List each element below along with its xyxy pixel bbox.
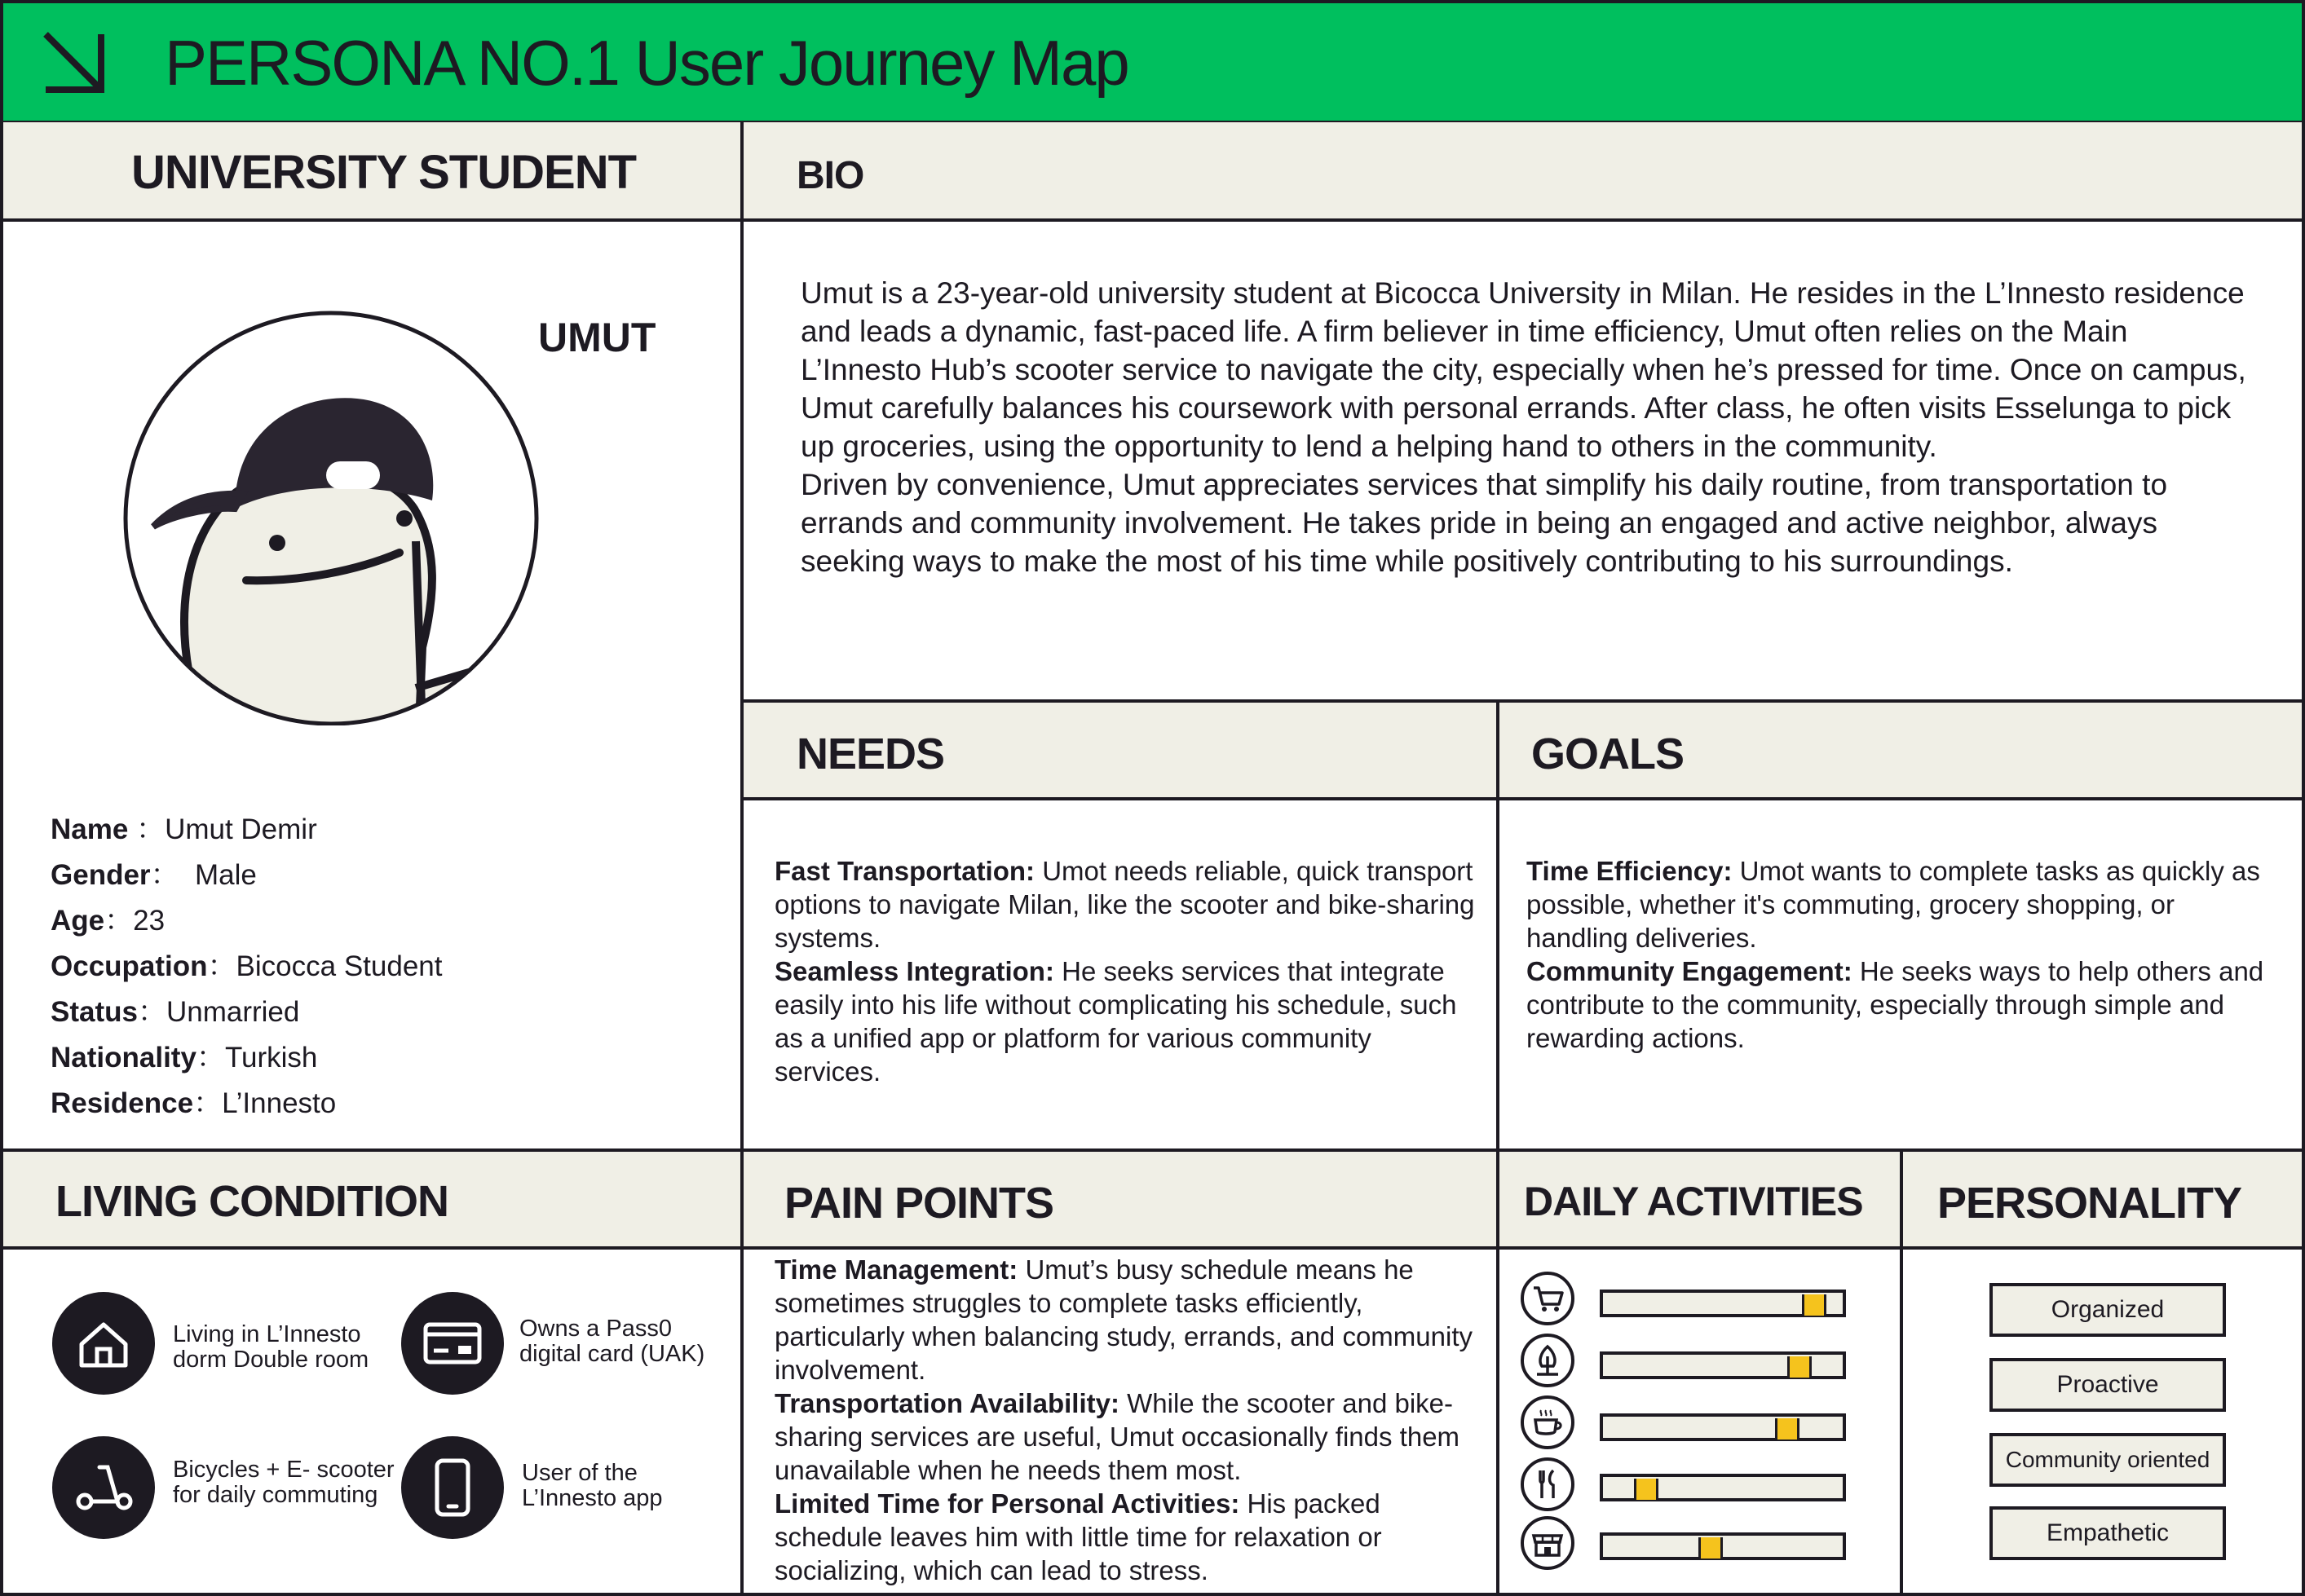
activity-level-marker bbox=[1787, 1356, 1812, 1378]
column-divider bbox=[740, 122, 744, 1596]
personality-heading: PERSONALITY bbox=[1937, 1179, 2242, 1228]
fact-occupation: Occupation：Bicocca Student bbox=[51, 950, 443, 982]
coffee-cup-icon bbox=[1521, 1395, 1574, 1449]
pain-point-item: Transportation Availability: While the scooter and bike-sharing services are useful, Umut occasionally finds them unavailable when he needs them most. bbox=[775, 1388, 1460, 1485]
house-icon bbox=[52, 1292, 155, 1395]
goals-header bbox=[1499, 703, 2302, 800]
storefront-icon bbox=[1521, 1516, 1574, 1570]
pain-points-header bbox=[744, 1152, 1496, 1250]
persona-facts bbox=[51, 807, 442, 1126]
activity-level-bar bbox=[1600, 1351, 1846, 1379]
daily-activities-header bbox=[1499, 1152, 1900, 1250]
trait-tag: Proactive bbox=[1989, 1358, 2226, 1412]
activity-level-bar bbox=[1600, 1413, 1846, 1441]
living-condition-label: Bicycles + E- scooter for daily commuting bbox=[173, 1457, 395, 1508]
living-condition-heading: LIVING CONDITION bbox=[55, 1177, 448, 1226]
bio-paragraph: Driven by convenience, Umut appreciates services that simplify his daily routine, from transportation to errands and community involvement. He takes pride in being an engaged and active neighbor, always seeking ways to make the most of his time while positively contributing to his surroundings. bbox=[801, 468, 2168, 578]
trait-tag: Empathetic bbox=[1989, 1506, 2226, 1560]
fact-nationality: Nationality：Turkish bbox=[51, 1042, 318, 1074]
shopping-cart-icon bbox=[1521, 1272, 1574, 1325]
tree-icon bbox=[1521, 1334, 1574, 1387]
pain-point-item: Time Management: Umut’s busy schedule means he sometimes struggles to complete tasks efficiently, particularly when balancing study, errands, and community involvement. bbox=[775, 1254, 1473, 1385]
need-item: Seamless Integration: He seeks services that integrate easily into his life without complicating his schedule, such as a unified app or platform for various community services. bbox=[775, 956, 1457, 1087]
avatar bbox=[113, 305, 550, 725]
need-item: Fast Transportation: Umot needs reliable, quick transport options to navigate Milan, like the scooter and bike-sharing systems. bbox=[775, 856, 1475, 953]
fact-gender: Gender： Male bbox=[51, 859, 257, 891]
living-condition-label: User of the L’Innesto app bbox=[522, 1460, 663, 1511]
trait-tag: Community oriented bbox=[1989, 1433, 2226, 1487]
column-divider bbox=[1496, 699, 1499, 1596]
goal-item: Time Efficiency: Umot wants to complete tasks as quickly as possible, whether it's commuting, grocery shopping, or handling deliveries. bbox=[1526, 856, 2260, 953]
goals-list bbox=[1526, 854, 2268, 1055]
pain-point-item: Limited Time for Personal Activities: His packed schedule leaves him with little time for relaxation or socializing, which can lead to stress. bbox=[775, 1488, 1382, 1585]
activity-level-bar bbox=[1600, 1474, 1846, 1501]
needs-heading: NEEDS bbox=[797, 730, 945, 778]
fork-knife-icon bbox=[1521, 1457, 1574, 1511]
daily-activities-heading: DAILY ACTIVITIES bbox=[1524, 1179, 1863, 1224]
personality-header bbox=[1903, 1152, 2302, 1250]
trait-tag: Organized bbox=[1989, 1283, 2226, 1337]
fact-age: Age：23 bbox=[51, 905, 166, 937]
activity-level-marker bbox=[1634, 1479, 1658, 1500]
activity-level-bar bbox=[1600, 1290, 1846, 1317]
bio-paragraph: Umut is a 23-year-old university student at Bicocca University in Milan. He resides in the L’Innesto residence and leads a dynamic, fast-paced life. A firm believer in time efficiency, Umut often relies on the Main L’Innesto Hub’s scooter service to navigate the city, especially when he’s pressed for time. Once on campus, Umut carefully balances his coursework with personal errands. After class, he often visits Esselunga to pick up groceries, using the opportunity to lend a helping hand to others in the community. bbox=[801, 276, 2246, 463]
fact-status: Status：Unmarried bbox=[51, 996, 300, 1028]
title-bar bbox=[0, 0, 2305, 124]
scooter-icon bbox=[52, 1436, 155, 1539]
living-condition-header bbox=[3, 1152, 740, 1250]
bio-text bbox=[801, 274, 2252, 580]
persona-display-name: UMUT bbox=[538, 315, 656, 360]
phone-icon bbox=[401, 1436, 504, 1539]
pain-points-heading: PAIN POINTS bbox=[784, 1179, 1054, 1228]
fact-residence: Residence：L’Innesto bbox=[51, 1087, 337, 1119]
persona-category: UNIVERSITY STUDENT bbox=[131, 146, 637, 199]
living-condition-label: Living in L’Innesto dorm Double room bbox=[173, 1321, 369, 1373]
needs-list bbox=[775, 854, 1484, 1088]
goals-heading: GOALS bbox=[1531, 730, 1685, 778]
goal-item: Community Engagement: He seeks ways to help others and contribute to the community, especially through simple and rewarding actions. bbox=[1526, 956, 2264, 1053]
activity-level-marker bbox=[1802, 1294, 1826, 1316]
card-icon bbox=[401, 1292, 504, 1395]
activity-level-marker bbox=[1775, 1418, 1799, 1439]
arrow-down-right-icon bbox=[39, 28, 108, 96]
activity-level-bar bbox=[1600, 1532, 1846, 1560]
pain-points-list bbox=[775, 1253, 1492, 1587]
persona-category-header bbox=[3, 122, 740, 222]
bio-heading: BIO bbox=[797, 154, 864, 197]
activity-level-marker bbox=[1698, 1537, 1723, 1559]
fact-name: Name ：Umut Demir bbox=[51, 813, 317, 845]
needs-header bbox=[744, 703, 1496, 800]
living-condition-label: Owns a Pass0 digital card (UAK) bbox=[519, 1316, 705, 1367]
page-title: PERSONA NO.1 User Journey Map bbox=[165, 27, 1128, 99]
bio-header bbox=[744, 122, 2302, 222]
